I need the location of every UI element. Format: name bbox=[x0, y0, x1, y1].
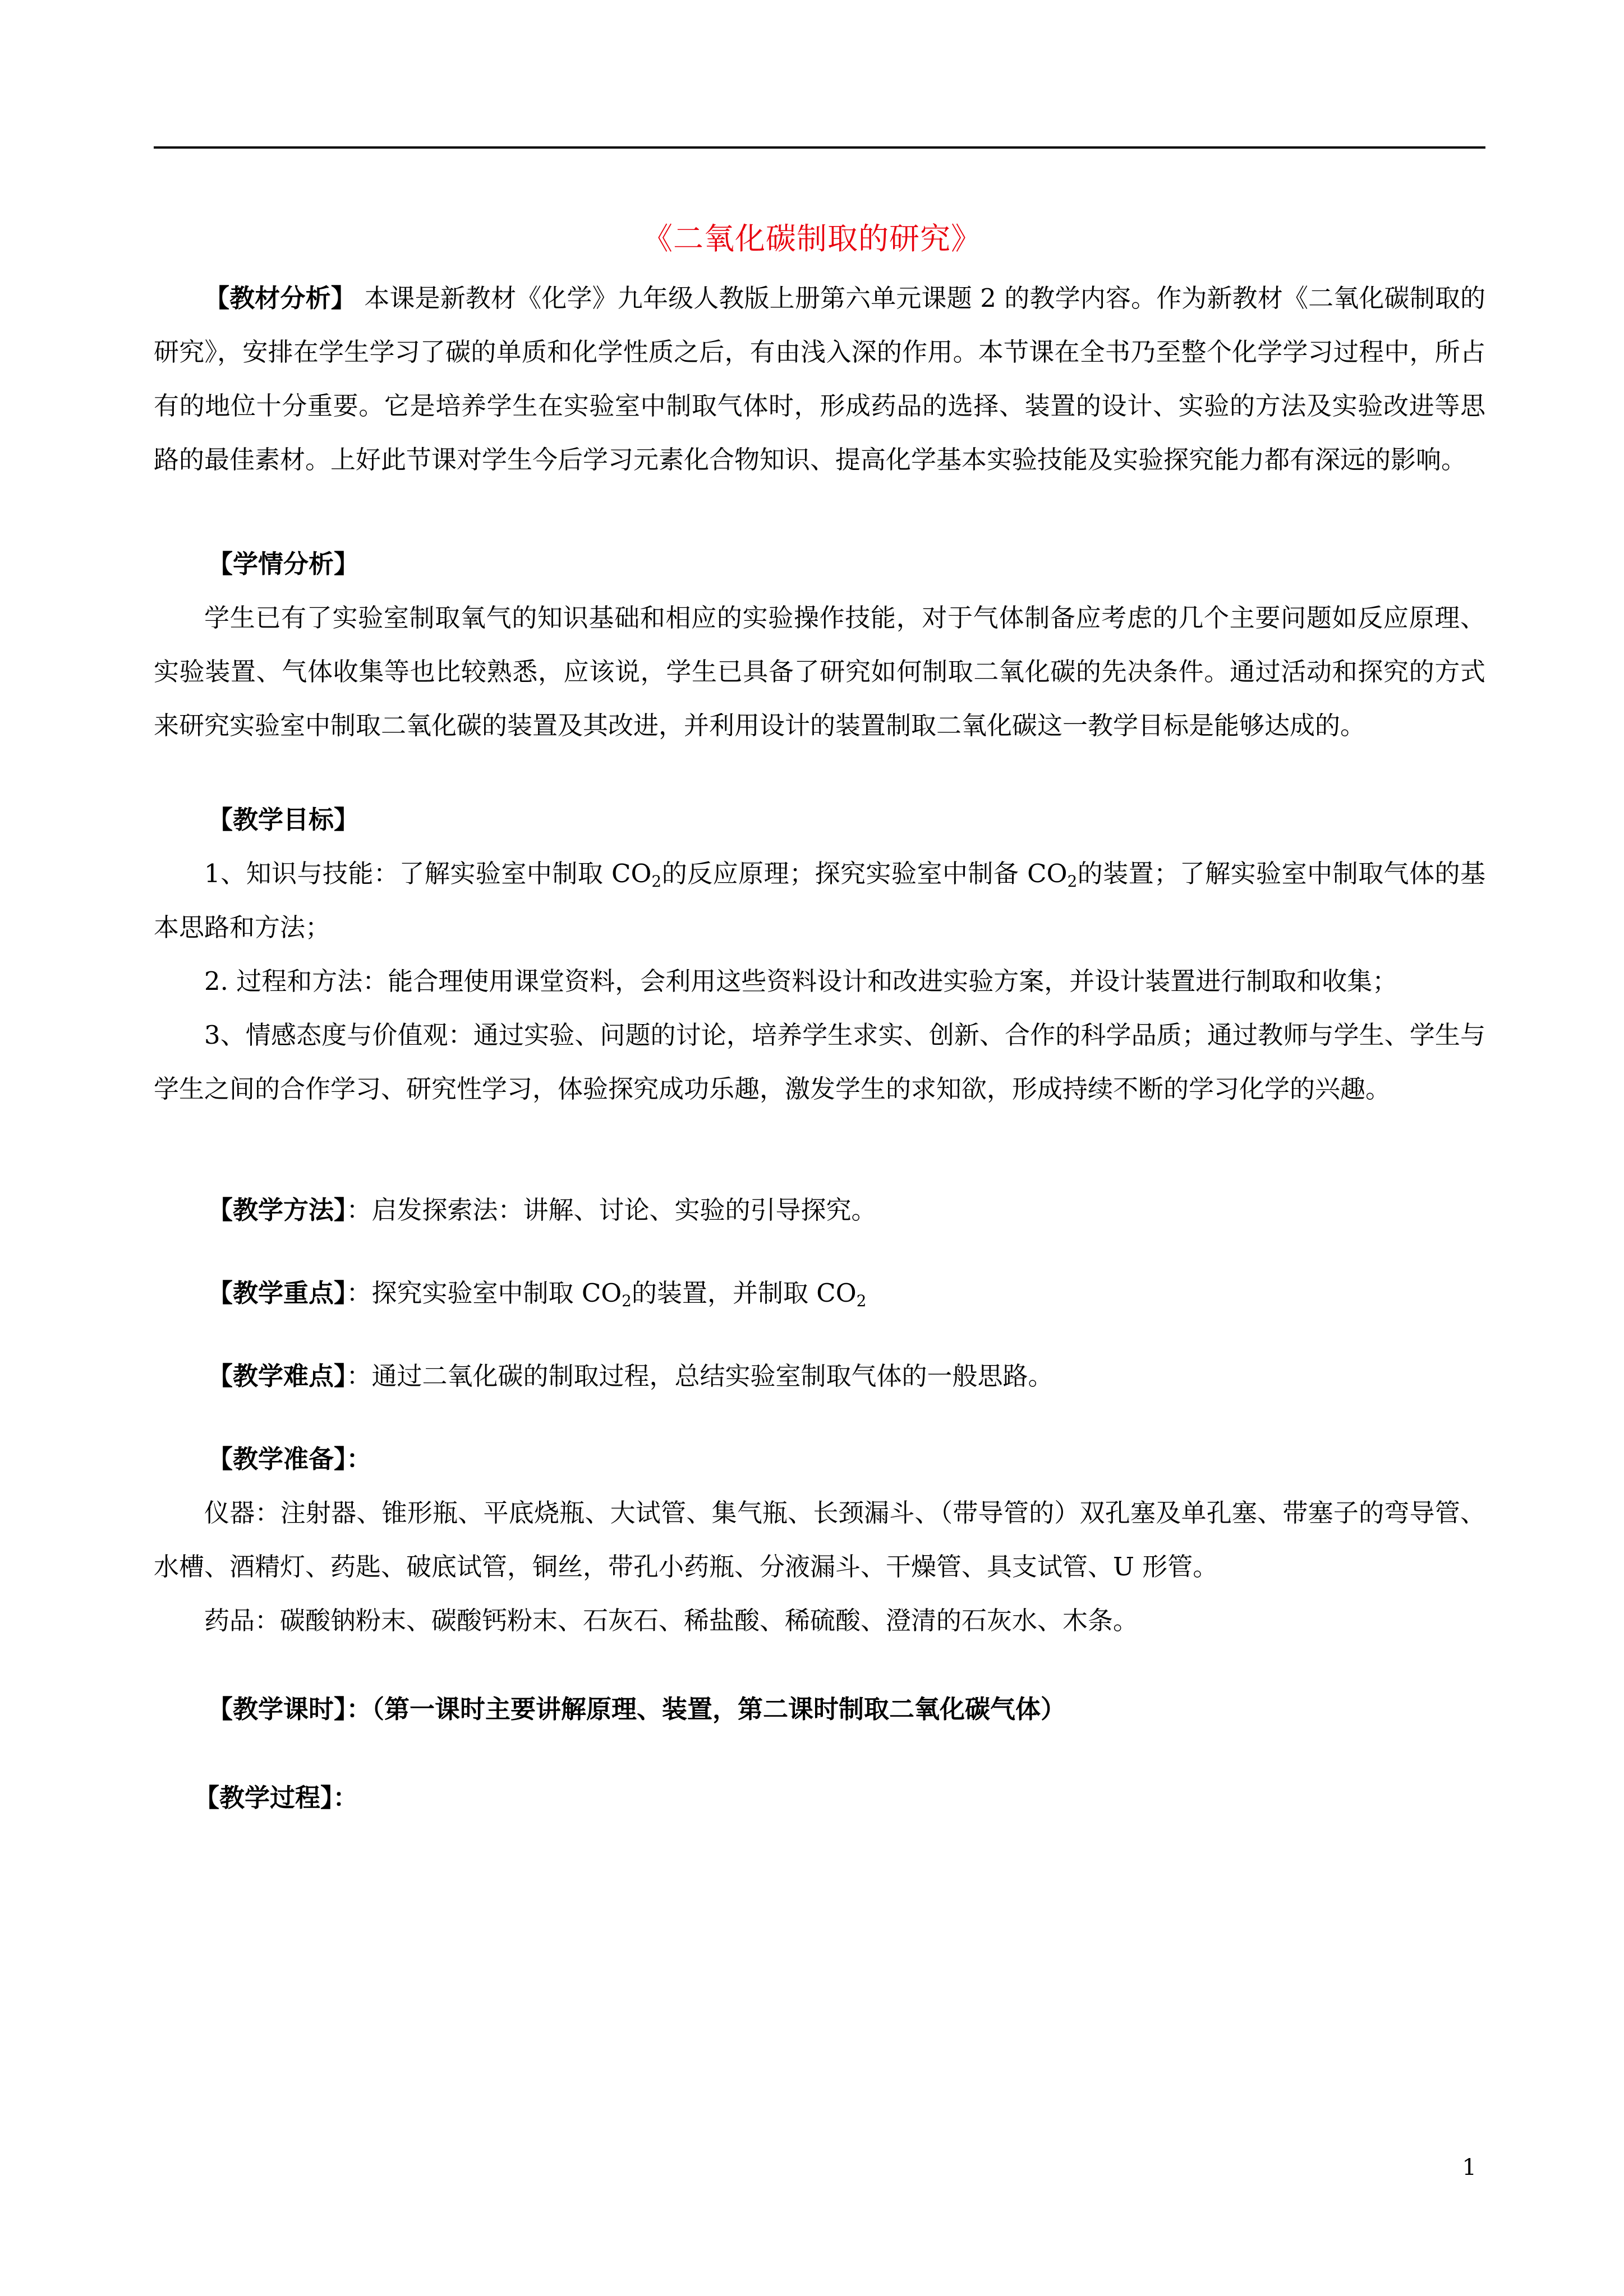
section-preparation: 【教学准备】： 仪器：注射器、锥形瓶、平底烧瓶、大试管、集气瓶、长颈漏斗、（带导管的）双孔塞及单孔塞、带塞子的弯导管、水槽、酒精灯、药匙、破底试管，铜丝，带孔小药瓶、分液漏斗、干燥管、具支试管、U 形管。 药品：碳酸钠粉末、碳酸钙粉末、石灰石、稀盐酸、稀硫酸、澄清的石灰水、木条。 bbox=[154, 1432, 1485, 1648]
section-heading: 【教学方法】 bbox=[208, 1195, 347, 1225]
section-heading: 【教材分析】 bbox=[204, 283, 356, 313]
instruments-list: 仪器：注射器、锥形瓶、平底烧瓶、大试管、集气瓶、长颈漏斗、（带导管的）双孔塞及单孔塞、带塞子的弯导管、水槽、酒精灯、药匙、破底试管，铜丝，带孔小药瓶、分液漏斗、干燥管、具支试管、U 形管。 bbox=[154, 1498, 1485, 1582]
section-objectives bbox=[154, 793, 1485, 1116]
objective-item-3: 3、情感态度与价值观：通过实验、问题的讨论，培养学生求实、创新、合作的科学品质；通过教师与学生、学生与学生之间的合作学习、研究性学习，体验探究成功乐趣，激发学生的求知欲，形成持续不断的学习化学的兴趣。 bbox=[154, 1020, 1485, 1104]
section-heading: 【教学准备】 bbox=[208, 1444, 347, 1474]
section-heading: 【教学难点】 bbox=[208, 1361, 347, 1391]
section-process: 【教学过程】： bbox=[194, 1783, 358, 1813]
section-hours bbox=[154, 1682, 1485, 1736]
section-student-analysis bbox=[154, 537, 1485, 753]
section-text: 学生已有了实验室制取氧气的知识基础和相应的实验操作技能，对于气体制备应考虑的几个主要问题如反应原理、实验装置、气体收集等也比较熟悉，应该说，学生已具备了研究如何制取二氧化碳的先决条件。通过活动和探究的方式来研究实验室中制取二氧化碳的装置及其改进，并利用设计的装置制取二氧化碳这一教学目标是能够达成的。 bbox=[154, 603, 1485, 740]
section-heading: 【教学过程】 bbox=[194, 1783, 333, 1813]
section-heading: 【教学目标】 bbox=[208, 805, 360, 835]
section-difficulty bbox=[154, 1349, 1485, 1403]
page-number: 1 bbox=[1462, 2155, 1476, 2180]
header-rule bbox=[154, 146, 1485, 149]
section-textbook-analysis bbox=[154, 271, 1485, 487]
chemicals-list: 药品：碳酸钠粉末、碳酸钙粉末、石灰石、稀盐酸、稀硫酸、澄清的石灰水、木条。 bbox=[204, 1606, 1139, 1635]
section-text: 本课是新教材《化学》九年级人教版上册第六单元课题 2 的教学内容。作为新教材《二氧化碳制取的研究》，安排在学生学习了碳的单质和化学性质之后，有由浅入深的作用。本节课在全书乃至整个化学学习过程中，所占有的地位十分重要。它是培养学生在实验室中制取气体时，形成药品的选择、装置的设计、实验的方法及实验改进等思路的最佳素材。上好此节课对学生今后学习元素化合物知识、提高化学基本实验技能及实验探究能力都有深远的影响。 bbox=[154, 283, 1485, 474]
section-heading: 【教学课时】 bbox=[208, 1694, 347, 1724]
section-heading: 【教学重点】 bbox=[208, 1278, 347, 1308]
page-title: 《二氧化碳制取的研究》 bbox=[642, 221, 982, 256]
section-heading: 【学情分析】 bbox=[208, 549, 360, 579]
section-key-point: 【教学重点】：探究实验室中制取 $CO_2$的装置，并制取 $CO_2$ bbox=[208, 1278, 867, 1310]
section-method bbox=[154, 1183, 1485, 1237]
section-text: ：（第一课时主要讲解原理、装置，第二课时制取二氧化碳气体） bbox=[346, 1694, 1066, 1724]
objective-item-1: 1、知识与技能：了解实验室中制取 $CO_2$的反应原理；探究实验室中制备 $CO_2$的装置；了解实验室中制取气体的基本思路和方法； bbox=[154, 859, 1485, 942]
section-text: ：启发探索法：讲解、讨论、实验的引导探究。 bbox=[346, 1195, 877, 1225]
section-text: ：通过二氧化碳的制取过程，总结实验室制取气体的一般思路。 bbox=[346, 1361, 1053, 1391]
objective-item-2: 2. 过程和方法：能合理使用课堂资料，会利用这些资料设计和改进实验方案，并设计装置进行制取和收集； bbox=[204, 966, 1398, 996]
